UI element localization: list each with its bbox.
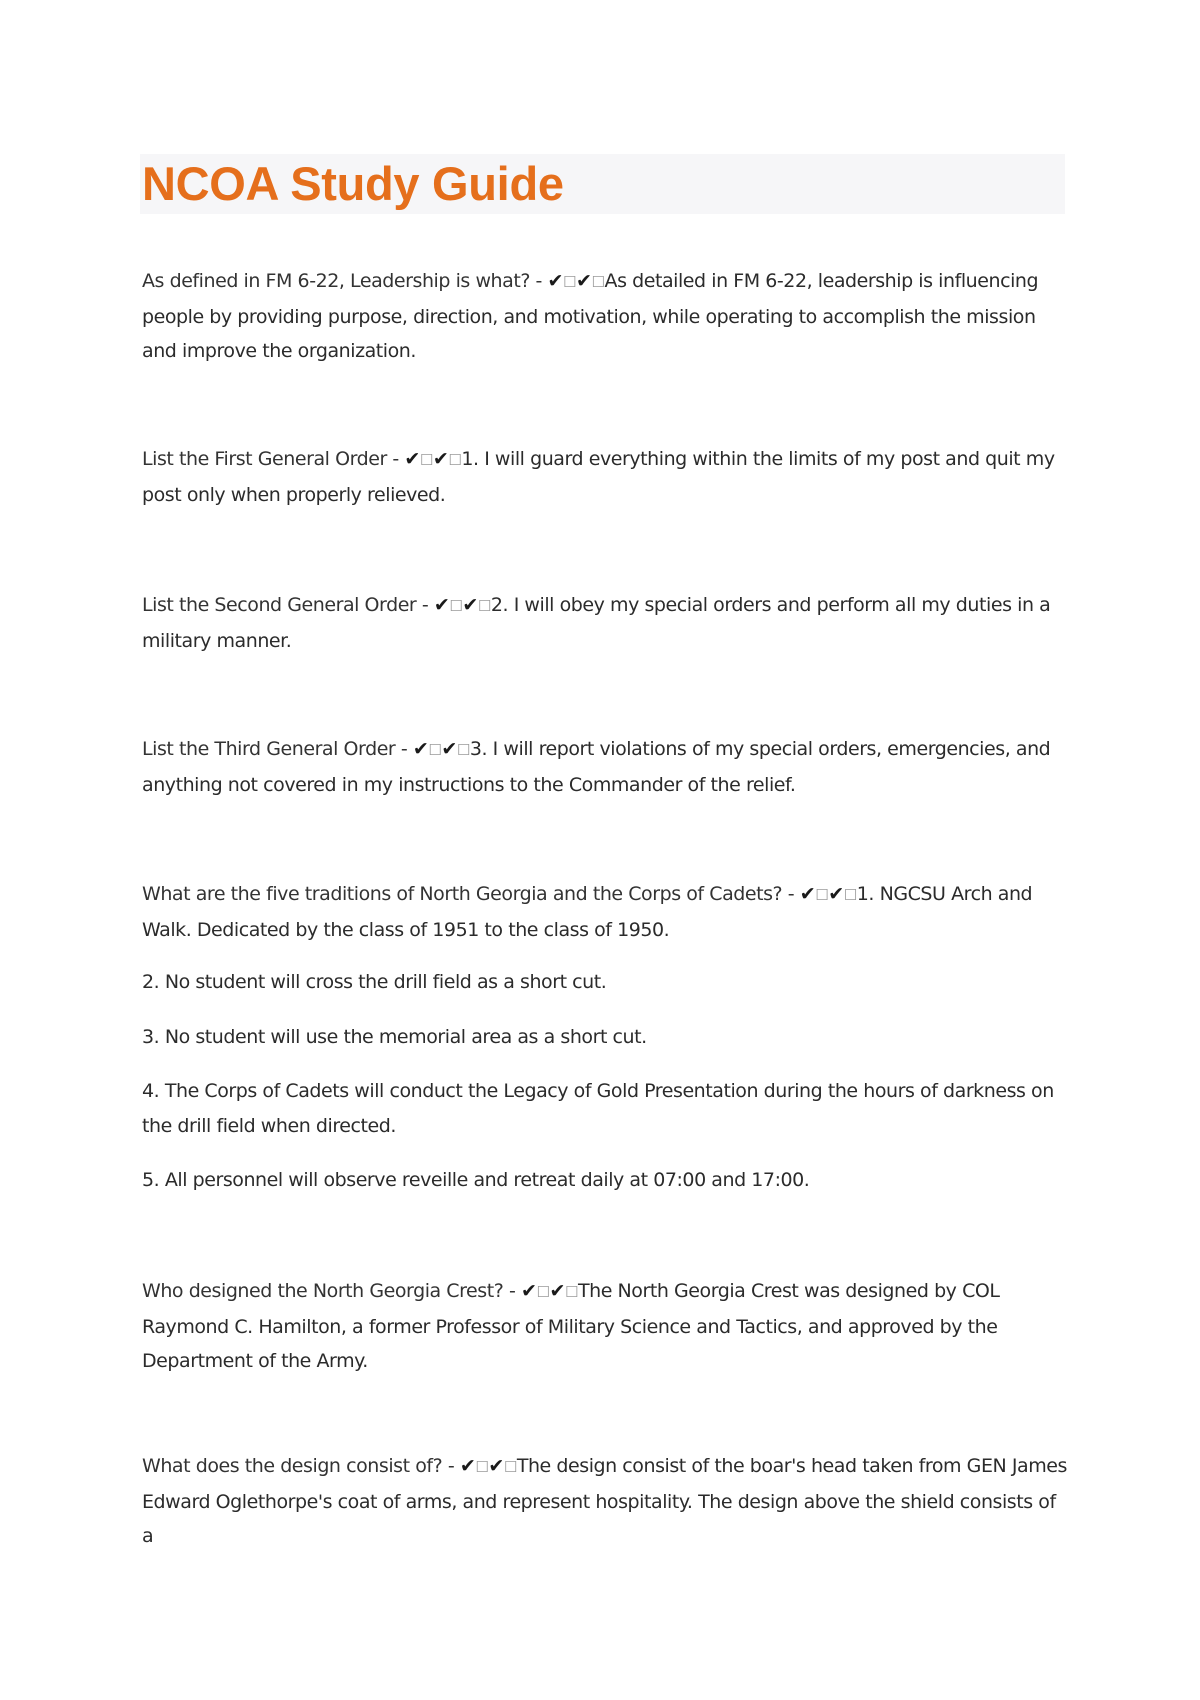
box-icon: ☐	[456, 741, 470, 759]
box-icon: ☐	[815, 886, 829, 904]
separator: -	[442, 1455, 460, 1477]
check-icon: ✔	[520, 1280, 537, 1302]
question-text: What does the design consist of?	[142, 1455, 443, 1477]
answer-text: As detailed in FM 6-22, leadership is influencing people by providing purpose, direction, and motivation, while operating to accomplish the mission and improve the organization.	[142, 270, 1039, 362]
page-title: NCOA Study Guide	[142, 157, 564, 210]
box-icon: ☐	[536, 1283, 550, 1301]
question-text: List the First General Order	[142, 448, 387, 470]
check-icon: ✔	[432, 448, 449, 470]
answer-text: The North Georgia Crest was designed by COL Raymond C. Hamilton, a former Professor of Military Science and Tactics, and approved by the Department of the Army.	[142, 1280, 1000, 1372]
question-text: List the Third General Order	[142, 738, 396, 760]
qa-item-five-traditions	[142, 877, 1067, 947]
check-icon: ✔	[488, 1455, 504, 1477]
box-icon: ☐	[428, 741, 442, 759]
question-text: List the Second General Order	[142, 594, 417, 616]
tradition-list-item: 3. No student will use the memorial area as a short cut.	[142, 1026, 647, 1048]
question-text: Who designed the North Georgia Crest?	[142, 1280, 504, 1302]
tradition-list-item: 4. The Corps of Cadets will conduct the Legacy of Gold Presentation during the hours of darkness on the drill field when directed.	[142, 1080, 1054, 1137]
box-icon: ☐	[419, 451, 433, 469]
check-icon: ✔	[441, 738, 457, 760]
box-icon: ☐	[475, 1458, 489, 1476]
box-icon: ☐	[564, 1283, 578, 1301]
separator: -	[416, 594, 434, 616]
check-icon: ✔	[433, 594, 450, 616]
qa-item-crest-designer	[142, 1274, 1067, 1379]
check-icon: ✔	[576, 270, 592, 292]
check-icon: ✔	[547, 270, 564, 292]
answer-text: 2. I will obey my special orders and perform all my duties in a military manner.	[142, 594, 1051, 652]
tradition-list-item: 2. No student will cross the drill field as a short cut.	[142, 971, 607, 993]
separator: -	[529, 270, 548, 292]
check-icon: ✔	[799, 883, 816, 905]
check-icon: ✔	[404, 448, 420, 470]
qa-item-leadership	[142, 264, 1067, 369]
answer-text: 1. NGCSU Arch and Walk. Dedicated by the class of 1951 to the class of 1950.	[142, 883, 1033, 941]
tradition-list-item: 5. All personnel will observe reveille and retreat daily at 07:00 and 17:00.	[142, 1169, 810, 1191]
box-icon: ☐	[563, 273, 577, 291]
question-text: What are the five traditions of North Georgia and the Corps of Cadets?	[142, 883, 783, 905]
check-icon: ✔	[828, 883, 844, 905]
check-icon: ✔	[549, 1280, 565, 1302]
separator: -	[395, 738, 413, 760]
answer-text: 1. I will guard everything within the limits of my post and quit my post only when properly relieved.	[142, 448, 1055, 506]
box-icon: ☐	[448, 451, 462, 469]
box-icon: ☐	[503, 1458, 517, 1476]
box-icon: ☐	[449, 597, 463, 615]
check-icon: ✔	[459, 1455, 476, 1477]
separator: -	[386, 448, 405, 470]
box-icon: ☐	[843, 886, 857, 904]
box-icon: ☐	[591, 273, 605, 291]
separator: -	[503, 1280, 521, 1302]
qa-item-second-general-order	[142, 588, 1067, 658]
check-icon: ✔	[462, 594, 478, 616]
answer-text: 3. I will report violations of my special orders, emergencies, and anything not covered in my instructions to the Commander of the relief.	[142, 738, 1051, 796]
qa-item-first-general-order	[142, 442, 1067, 512]
question-text: As defined in FM 6-22, Leadership is what?	[142, 270, 530, 292]
qa-item-third-general-order	[142, 732, 1067, 802]
answer-text: The design consist of the boar's head taken from GEN James Edward Oglethorpe's coat of arms, and represent hospitality. The design above the shield consists of a	[142, 1455, 1067, 1547]
separator: -	[782, 883, 800, 905]
check-icon: ✔	[412, 738, 429, 760]
qa-item-crest-design	[142, 1449, 1067, 1554]
box-icon: ☐	[477, 597, 491, 615]
